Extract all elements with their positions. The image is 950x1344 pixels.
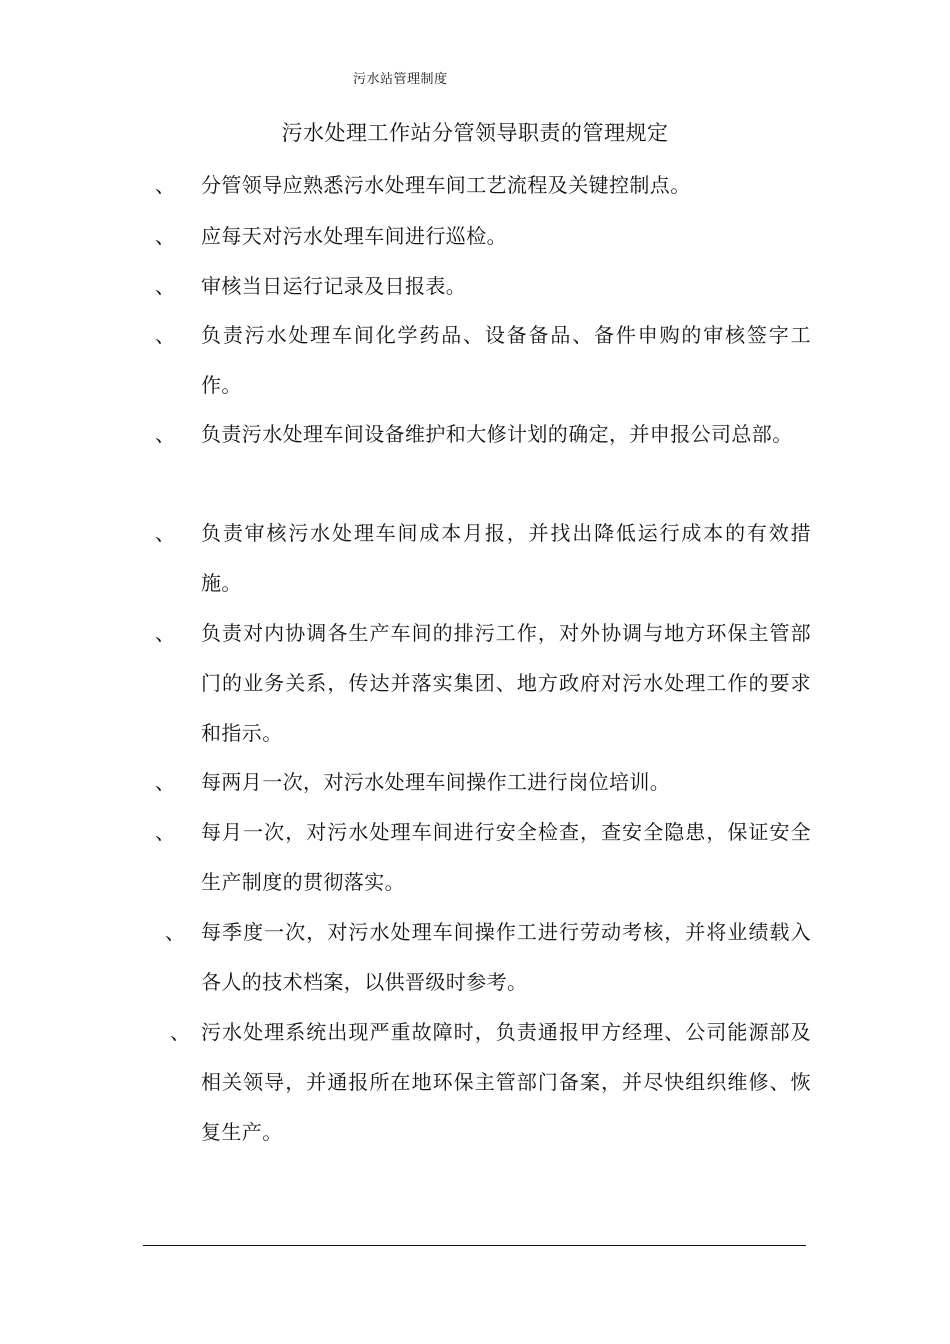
list-item-text: 负责对内协调各生产车间的排污工作，对外协调与地方环保主管部门的业务关系，传达并落实集团、地方政府对污水处理工作的要求和指示。 (201, 621, 811, 745)
list-item-text: 每两月一次，对污水处理车间操作工进行岗位培训。 (201, 770, 671, 794)
list-item-text: 审核当日运行记录及日报表。 (201, 274, 467, 298)
document-title: 污水处理工作站分管领导职责的管理规定 (281, 121, 669, 145)
list-marker: 、 (155, 820, 175, 844)
list-marker: 、 (155, 323, 175, 347)
list-item-text: 负责审核污水处理车间成本月报，并找出降低运行成本的有效措施。 (201, 521, 811, 595)
page-header: 污水站管理制度 (353, 72, 448, 87)
list-item-text: 负责污水处理车间设备维护和大修计划的确定，并申报公司总部。 (201, 422, 793, 446)
list-marker: 、 (170, 1020, 190, 1044)
list-item-text: 分管领导应熟悉污水处理车间工艺流程及关键控制点。 (201, 173, 691, 197)
list-marker: 、 (155, 422, 175, 446)
list-marker: 、 (155, 770, 175, 794)
list-item-text: 负责污水处理车间化学药品、设备备品、备件申购的审核签字工作。 (201, 323, 811, 397)
list-item-text: 每季度一次，对污水处理车间操作工进行劳动考核，并将业绩载入各人的技术档案，以供晋级时参考。 (201, 920, 811, 994)
list-marker: 、 (155, 173, 175, 197)
list-marker: 、 (165, 920, 185, 944)
list-item-text: 应每天对污水处理车间进行巡检。 (201, 224, 507, 248)
footer-divider (143, 1245, 806, 1246)
list-marker: 、 (155, 224, 175, 248)
list-item-text: 每月一次，对污水处理车间进行安全检查，查安全隐患，保证安全生产制度的贯彻落实。 (201, 820, 811, 894)
list-marker: 、 (155, 621, 175, 645)
list-item-text: 污水处理系统出现严重故障时，负责通报甲方经理、公司能源部及相关领导，并通报所在地环保主管部门备案，并尽快组织维修、恢复生产。 (201, 1020, 811, 1144)
list-marker: 、 (155, 274, 175, 298)
list-marker: 、 (155, 521, 175, 545)
